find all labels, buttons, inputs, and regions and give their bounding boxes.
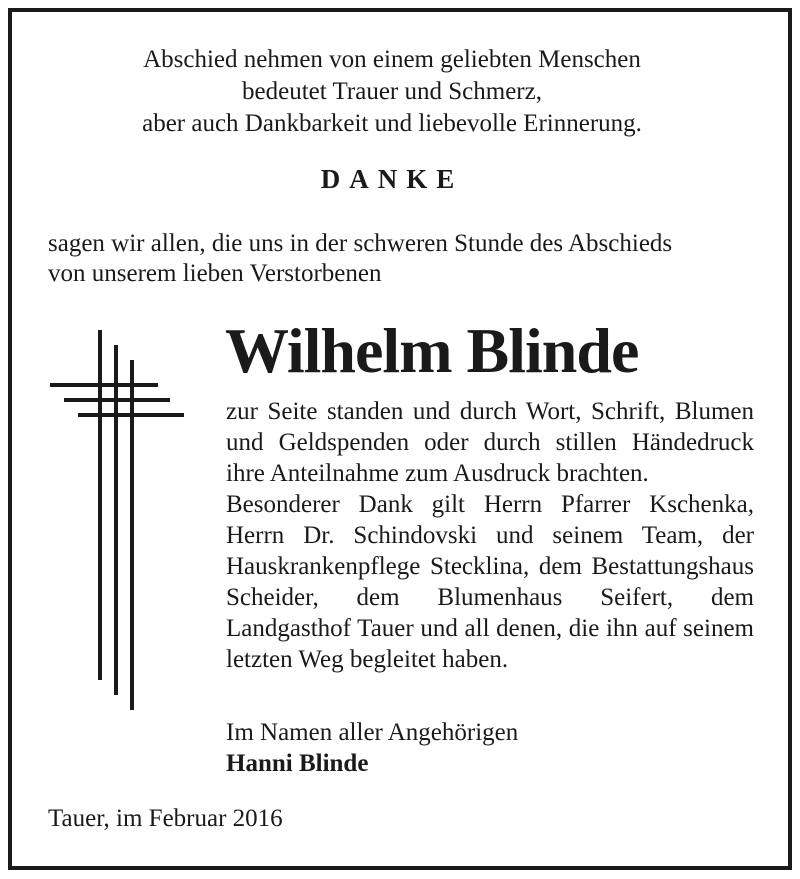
thanks-intro-line-2: von unserem lieben Verstorbenen	[48, 260, 382, 287]
thanks-paragraph-2: Besonderer Dank gilt Herrn Pfarrer Kschenka, Herrn Dr. Schindovski und seinem Team, der Hauskrankenpflege Stecklina, dem Bestattungshaus Scheider, dem Blumenhaus Seifert, dem Landgasthof Tauer und all denen, die ihn auf seinem letzten Weg begleitet haben.	[226, 491, 754, 673]
deceased-name: Wilhelm Blinde	[225, 315, 639, 386]
intro-line-2: bedeutet Trauer und Schmerz,	[242, 78, 542, 105]
intro-line-1: Abschied nehmen von einem geliebten Menschen	[143, 46, 641, 73]
intro-verse	[0, 44, 784, 140]
thanks-body	[226, 396, 754, 675]
thanks-intro	[48, 229, 768, 289]
signature-block	[226, 717, 518, 779]
signature-name: Hanni Blinde	[226, 750, 369, 777]
triple-cross-icon	[50, 330, 190, 715]
danke-heading: DANKE	[320, 164, 464, 194]
thanks-intro-line-1: sagen wir allen, die uns in der schweren Stunde des Abschieds	[48, 230, 673, 257]
thanks-paragraph-1: zur Seite standen und durch Wort, Schrift, Blumen und Geldspenden oder durch stillen Händedruck ihre Anteilnahme zum Ausdruck brachten.	[226, 398, 754, 487]
place-date: Tauer, im Februar 2016	[48, 805, 283, 832]
intro-line-3: aber auch Dankbarkeit und liebevolle Erinnerung.	[142, 110, 642, 137]
signature-line: Im Namen aller Angehörigen	[226, 719, 519, 746]
